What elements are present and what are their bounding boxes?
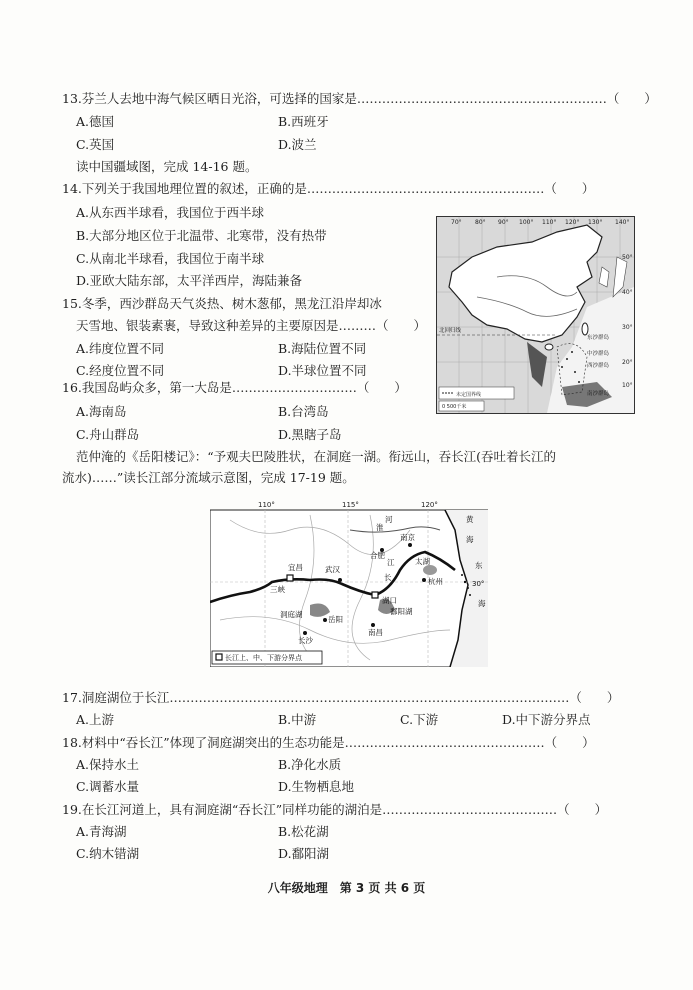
q18-option-d: D.生物栖息地 — [278, 779, 355, 794]
yangtze-label-dongting: 洞庭湖 — [280, 610, 303, 619]
q14-option-d: D.亚欧大陆东部，太平洋西岸，海陆兼备 — [76, 273, 303, 288]
yangtze-label-sanxia: 三峡 — [270, 585, 285, 594]
china-map-zhongsha: 中沙群岛 — [587, 351, 610, 357]
yangtze-label-jiang: 江 — [387, 558, 395, 567]
china-map-lon-120: 120° — [565, 219, 580, 226]
yangtze-label-poyang: 鄱阳湖 — [390, 607, 413, 616]
china-map-lon-90: 90° — [498, 219, 509, 226]
yangtze-label-yueyang: 岳阳 — [328, 615, 343, 624]
china-map-lon-70: 70° — [451, 219, 462, 226]
q14-option-b: B.大部分地区位于北温带、北寒带，没有热带 — [76, 228, 327, 243]
intro-17-19-line1: 范仲淹的《岳阳楼记》：“予观夫巴陵胜状，在洞庭一湖。衔远山，吞长江(吞吐着长江的 — [76, 449, 557, 464]
china-map-tropic-label: 北回归线 — [439, 328, 462, 334]
q15-option-d: D.半球位置不同 — [278, 363, 367, 378]
yangtze-lon-115: 115° — [342, 501, 359, 509]
q19-option-d: D.鄱阳湖 — [278, 846, 330, 861]
q19-option-b: B.松花湖 — [278, 824, 329, 839]
yangtze-label-hefei: 合肥 — [370, 551, 385, 560]
q16-option-b: B.台湾岛 — [278, 404, 329, 419]
china-map-lon-130: 130° — [588, 219, 603, 226]
q15-stem-line2: 天雪地、银装素裹，导致这种差异的主要原因是………（ ） — [76, 318, 427, 333]
q15-option-c: C.经度位置不同 — [76, 363, 165, 378]
q13-option-b: B.西班牙 — [278, 114, 329, 129]
q13-stem: 13.芬兰人去地中海气候区晒日光浴，可选择的国家是……………………………………………………（ ） — [62, 91, 657, 106]
intro-14-16: 读中国疆域图，完成 14-16 题。 — [76, 159, 258, 174]
china-map-lat-10: 10° — [622, 382, 633, 389]
china-map-lat-20: 20° — [622, 359, 633, 366]
yangtze-label-nanchang: 南昌 — [368, 628, 383, 637]
q18-stem: 18.材料中“吞长江”体现了洞庭湖突出的生态功能是…………………………………………（ ） — [62, 735, 595, 750]
china-map-lon-110: 110° — [542, 219, 557, 226]
q17-option-a: A.上游 — [76, 712, 115, 727]
q14-option-a: A.从东西半球看，我国位于西半球 — [76, 205, 265, 220]
china-map-legend: 未定国界线 — [456, 392, 482, 398]
yangtze-label-dong-hai: 海 — [478, 599, 486, 608]
q16-option-a: A.海南岛 — [76, 404, 127, 419]
yangtze-label-huang: 黄 — [466, 515, 474, 524]
q15-option-a: A.纬度位置不同 — [76, 341, 165, 356]
yangtze-label-hukou: 湖口 — [382, 596, 397, 605]
q15-stem-line1: 15.冬季，西沙群岛天气炎热、树木葱郁，黑龙江沿岸却冰 — [62, 296, 382, 311]
china-map-xisha: 西沙群岛 — [587, 363, 610, 369]
china-map-lon-140: 140° — [615, 219, 630, 226]
yangtze-lon-120: 120° — [421, 501, 438, 509]
yangtze-label-changsha: 长沙 — [298, 636, 313, 645]
yangtze-legend: 长江上、中、下游分界点 — [225, 654, 302, 662]
page-footer: 八年级地理 第 3 页 共 6 页 — [267, 881, 426, 895]
q18-option-b: B.净化水质 — [278, 757, 342, 772]
q17-option-d: D.中下游分界点 — [502, 712, 591, 727]
china-map-scale: 0 500千米 — [442, 404, 467, 410]
yangtze-label-chang: 长 — [384, 573, 392, 582]
yangtze-label-taihu: 太湖 — [415, 557, 430, 566]
china-map-lat-30: 30° — [622, 324, 633, 331]
q14-stem: 14.下列关于我国地理位置的叙述，正确的是…………………………………………………（ ） — [62, 181, 595, 196]
intro-17-19-line2: 流水)……”读长江部分流域示意图，完成 17-19 题。 — [62, 470, 355, 485]
q14-option-c: C.从南北半球看，我国位于南半球 — [76, 251, 265, 266]
q19-option-a: A.青海湖 — [76, 824, 127, 839]
china-map-lat-40: 40° — [622, 289, 633, 296]
china-map-dongsha: 东沙群岛 — [587, 335, 610, 341]
china-map-nansha: 南沙群岛 — [587, 391, 610, 397]
yangtze-label-dong: 东 — [475, 561, 483, 570]
q13-option-d: D.波兰 — [278, 137, 317, 152]
q15-option-b: B.海陆位置不同 — [278, 341, 367, 356]
q19-option-c: C.纳木错湖 — [76, 846, 140, 861]
q19-stem: 19.在长江河道上，具有洞庭湖“吞长江”同样功能的湖泊是……………………………………（ ） — [62, 802, 608, 817]
q18-option-a: A.保持水土 — [76, 757, 140, 772]
yangtze-label-hangzhou: 杭州 — [428, 577, 443, 586]
q13-option-a: A.德国 — [76, 114, 115, 129]
yangtze-lat-30: 30° — [472, 580, 485, 588]
china-map-lat-50: 50° — [622, 254, 633, 261]
yangtze-label-nanjing: 南京 — [400, 533, 415, 542]
yangtze-label-yichang: 宜昌 — [288, 563, 303, 572]
china-map-lon-100: 100° — [519, 219, 534, 226]
china-territory-map — [436, 216, 635, 414]
q18-option-c: C.调蓄水量 — [76, 779, 140, 794]
china-map-lon-80: 80° — [475, 219, 486, 226]
q17-option-c: C.下游 — [400, 712, 439, 727]
q16-stem: 16.我国岛屿众多，第一大岛是…………………………（ ） — [62, 380, 407, 395]
yangtze-label-wuhan: 武汉 — [325, 565, 340, 574]
yangtze-label-huang-hai: 海 — [466, 535, 474, 544]
q16-option-d: D.黑瞎子岛 — [278, 427, 342, 442]
q16-option-c: C.舟山群岛 — [76, 427, 140, 442]
yangtze-lon-110: 110° — [258, 501, 275, 509]
yangtze-basin-map — [210, 500, 488, 667]
yangtze-label-huai: 淮 — [376, 523, 384, 532]
yangtze-label-he: 河 — [385, 515, 393, 524]
q17-option-b: B.中游 — [278, 712, 317, 727]
q17-stem: 17.洞庭湖位于长江……………………………………………………………………………………（ ） — [62, 690, 620, 705]
q13-option-c: C.英国 — [76, 137, 115, 152]
